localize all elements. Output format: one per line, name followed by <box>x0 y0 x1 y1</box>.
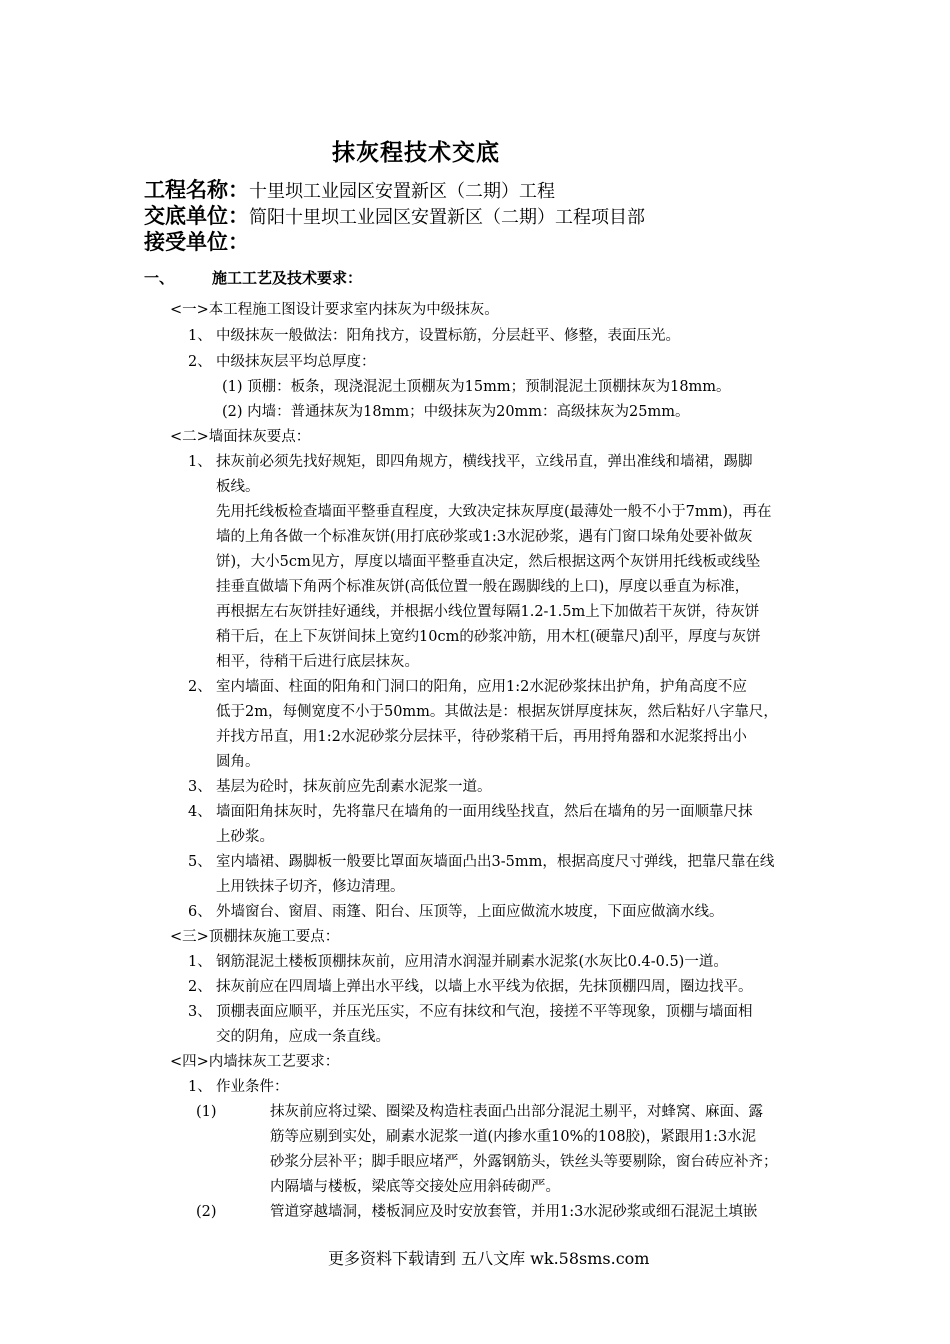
list-item-line: 上砂浆。 <box>216 829 274 845</box>
sub-item-number: (2) <box>196 1204 217 1220</box>
list-item: 外墙窗台、窗眉、雨篷、阳台、压顶等，上面应做流水坡度，下面应做滴水线。 <box>216 904 724 920</box>
issuing-unit-value: 简阳十里坝工业园区安置新区（二期）工程项目部 <box>249 207 645 228</box>
list-item-line: 再根据左右灰饼挂好通线，并根据小线位置每隔1.2-1.5m上下加做若干灰饼，待灰饼 <box>216 604 760 620</box>
issuing-unit-label: 交底单位： <box>144 204 249 228</box>
sub-item-line: 砂浆分层补平；脚手眼应堵严，外露钢筋头，铁丝头等要剔除，窗台砖应补齐； <box>270 1154 778 1170</box>
list-item-line: 稍干后，在上下灰饼间抹上宽约10cm的砂浆冲筋，用木杠(硬靠尺)刮平，厚度与灰饼 <box>216 629 761 645</box>
sub-item: (2) 内墙：普通抹灰为18mm；中级抹灰为20mm：高级抹灰为25mm。 <box>222 404 690 420</box>
part3-heading: <三>顶棚抹灰施工要点： <box>170 929 340 945</box>
list-item-line: 上用铁抹子切齐，修边清理。 <box>216 879 405 895</box>
list-number: 2、 <box>188 354 212 370</box>
receiving-unit-label: 接受单位： <box>144 230 249 254</box>
list-number: 5、 <box>188 854 212 870</box>
list-number: 2、 <box>188 979 212 995</box>
list-item-line: 低于2m，每侧宽度不小于50mm。其做法是：根据灰饼厚度抹灰，然后粘好八字靠尺， <box>216 704 778 720</box>
page-footer: 更多资料下载请到 五八文库 wk.58sms.com <box>328 1249 650 1268</box>
project-name-label: 工程名称： <box>144 178 249 202</box>
list-item-line: 交的阴角，应成一条直线。 <box>216 1029 390 1045</box>
list-item-line: 饼)，大小5cm见方，厚度以墙面平整垂直决定，然后根据这两个灰饼用托线板或线坠 <box>216 554 761 570</box>
sub-item-number: (1) <box>196 1104 217 1120</box>
list-number: 3、 <box>188 779 212 795</box>
list-item: 作业条件： <box>216 1079 289 1095</box>
list-item-line: 顶棚表面应顺平，并压光压实，不应有抹纹和气泡，接搓不平等现象，顶棚与墙面相 <box>216 1004 753 1020</box>
list-item: 抹灰前应在四周墙上弹出水平线，以墙上水平线为依据，先抹顶棚四周，圈边找平。 <box>216 979 753 995</box>
part2-heading: <二>墙面抹灰要点： <box>170 429 311 445</box>
list-item-line: 抹灰前必须先找好规矩，即四角规方，横线找平，立线吊直，弹出准线和墙裙，踢脚 <box>216 454 753 470</box>
section-title: 施工工艺及技术要求： <box>212 269 363 287</box>
list-item: 钢筋混泥土楼板顶棚抹灰前，应用清水润湿并刷素水泥浆(水灰比0.4-0.5)一道。 <box>216 954 728 970</box>
document-title: 抹灰程技术交底 <box>332 140 500 166</box>
section-heading <box>144 267 363 288</box>
part4-heading: <四>内墙抹灰工艺要求： <box>170 1054 340 1070</box>
sub-item-line: 筋等应剔到实处，刷素水泥浆一道(内掺水重10%的108胶)，紧跟用1:3水泥 <box>270 1129 757 1145</box>
list-number: 3、 <box>188 1004 212 1020</box>
list-item: 中级抹灰一般做法：阳角找方，设置标筋，分层赶平、修整，表面压光。 <box>216 328 680 344</box>
receiving-unit-row <box>144 226 249 256</box>
sub-item-line: 管道穿越墙洞，楼板洞应及时安放套管，并用1:3水泥砂浆或细石混泥土填嵌 <box>270 1204 758 1220</box>
list-item-line: 板线。 <box>216 479 260 495</box>
list-item-line: 圆角。 <box>216 754 260 770</box>
list-item: 中级抹灰层平均总厚度： <box>216 354 376 370</box>
list-item-line: 墙面阳角抹灰时，先将靠尺在墙角的一面用线坠找直，然后在墙角的另一面顺靠尺抹 <box>216 804 753 820</box>
list-item: 基层为砼时，抹灰前应先刮素水泥浆一道。 <box>216 779 492 795</box>
sub-item-line: 内隔墙与楼板，梁底等交接处应用斜砖砌严。 <box>270 1179 560 1195</box>
list-item-line: 室内墙裙、踢脚板一般要比罩面灰墙面凸出3-5mm，根据高度尺寸弹线，把靠尺靠在线 <box>216 854 775 870</box>
project-name-value: 十里坝工业园区安置新区（二期）工程 <box>249 181 555 202</box>
section-number: 一、 <box>144 269 175 287</box>
sub-item: (1) 顶棚：板条，现浇混泥土顶棚灰为15mm；预制混泥土顶棚抹灰为18mm。 <box>222 379 731 395</box>
list-number: 1、 <box>188 454 212 470</box>
list-item-line: 墙的上角各做一个标准灰饼(用打底砂浆或1:3水泥砂浆，遇有门窗口垛角处要补做灰 <box>216 529 753 545</box>
list-number: 4、 <box>188 804 212 820</box>
sub-item-line: 抹灰前应将过梁、圈梁及构造柱表面凸出部分混泥土剔平，对蜂窝、麻面、露 <box>270 1104 763 1120</box>
part1-heading: <一>本工程施工图设计要求室内抹灰为中级抹灰。 <box>170 302 499 318</box>
list-number: 1、 <box>188 328 212 344</box>
list-number: 6、 <box>188 904 212 920</box>
list-item-line: 挂垂直做墙下角两个标准灰饼(高低位置一般在踢脚线的上口)，厚度以垂直为标准， <box>216 579 750 595</box>
list-number: 1、 <box>188 1079 212 1095</box>
list-item-line: 相平，待稍干后进行底层抹灰。 <box>216 654 419 670</box>
list-item-line: 并找方吊直，用1:2水泥砂浆分层抹平，待砂浆稍干后，再用捋角器和水泥浆捋出小 <box>216 729 747 745</box>
list-item-line: 先用托线板检查墙面平整垂直程度，大致决定抹灰厚度(最薄处一般不小于7mm)，再在 <box>216 504 772 520</box>
list-number: 1、 <box>188 954 212 970</box>
list-number: 2、 <box>188 679 212 695</box>
list-item-line: 室内墙面、柱面的阳角和门洞口的阳角，应用1:2水泥砂浆抹出护角，护角高度不应 <box>216 679 747 695</box>
